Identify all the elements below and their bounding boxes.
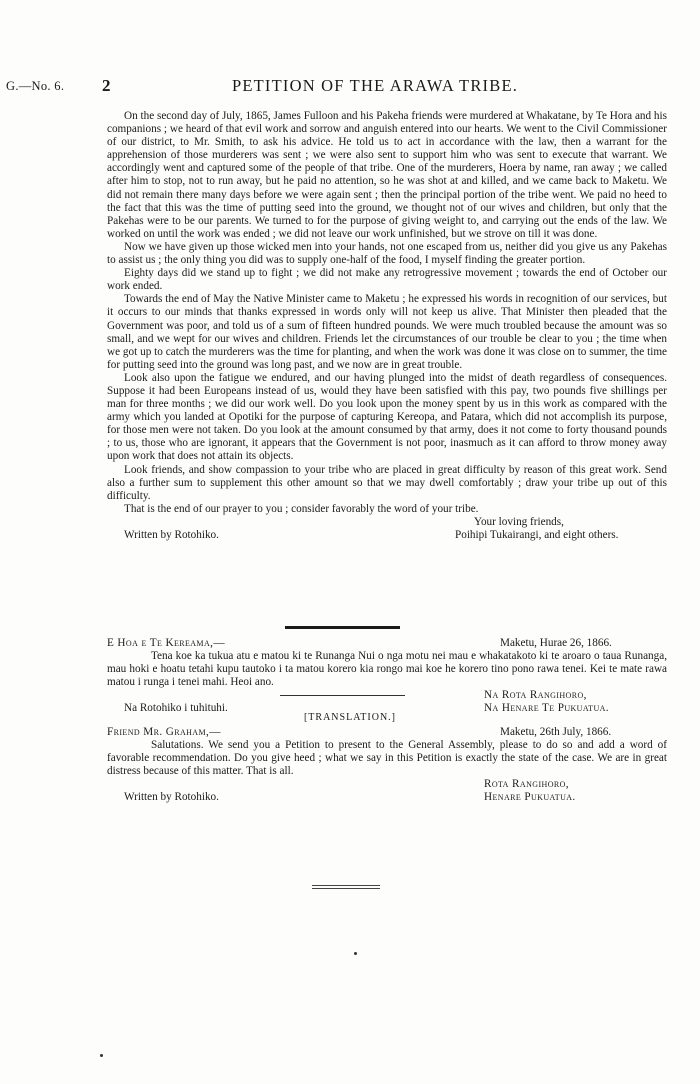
petition-written-by: Written by Rotohiko. bbox=[124, 529, 219, 541]
maori-letter bbox=[107, 637, 667, 716]
translation-letter bbox=[107, 726, 667, 805]
page-header bbox=[0, 76, 700, 98]
petition-paragraph-6: Look friends, and show compassion to your tribe who are placed in great difficulty by reason of this great work. Send also a further sum to supplement this other amount so that we may dwell comfortably ; draw your tribe up out of this difficulty. bbox=[107, 463, 667, 502]
translation-signer2-row bbox=[107, 791, 667, 804]
maori-signer-1: Na Rota Rangihoro, bbox=[484, 689, 587, 702]
translation-label: [TRANSLATION.] bbox=[303, 712, 397, 723]
maori-body: Tena koe ka tukua atu e matou ki te Runanga Nui o nga motu nei mau e whakatakoto ki te aroaro o taua Runanga, mau hoki e hoatu tetahi kupu tautoko i ta matou korero kia rongo mai koe he korero tino pono rawa tenei. Kei te mate rawa matou i runga i tenei mahi. Heoi ano. bbox=[107, 650, 667, 689]
translation-signer-1: Rota Rangihoro, bbox=[484, 778, 569, 791]
maori-salutation: E Hoa e Te Kereama,— bbox=[107, 637, 225, 649]
translation-place-date: Maketu, 26th July, 1866. bbox=[500, 726, 612, 738]
translation-heading-row bbox=[107, 726, 667, 739]
maori-place-date: Maketu, Hurae 26, 1866. bbox=[500, 637, 612, 649]
translation-body: Salutations. We send you a Petition to present to the General Assembly, please to do so and add a word of favorable recommendation. Do you give heed ; what we say in this Petition is exactly the state of the case. We are in great distress because of this matter. That is all. bbox=[107, 739, 667, 778]
page-number: 2 bbox=[102, 76, 111, 95]
petition-closing-row bbox=[107, 516, 667, 529]
petition-signature-row bbox=[107, 529, 667, 542]
end-rule-bottom bbox=[312, 888, 380, 889]
document-reference: G.—No. 6. bbox=[6, 79, 65, 93]
petition-paragraph-3: Eighty days did we stand up to fight ; we did not make any retrogressive movement ; towards the end of October our work ended. bbox=[107, 267, 667, 293]
section-divider-thin bbox=[280, 695, 405, 696]
petition-paragraph-1: On the second day of July, 1865, James Fulloon and his Pakeha friends were murdered at Whakatane, by Te Hora and his companions ; we heard of that evil work and sorrow and anguish entered into our hearts. We went to the Civil Commissioner of our district, to Mr. Smith, to ask his advice. He told us to act in accordance with the law, then a warrant for the apprehension of those murderers was sent ; we were also sent to support him who was sent to execute that warrant. We accordingly went and captured some of the people of that tribe. One of the murderers, Hoera by name, ran away ; we called after him to stop, not to run away, but he paid no attention, so he was shot at and killed, and we came back to Maketu. We did not remain there many days before we were again sent ; then the principal portion of the tribe went. We paid no heed to the fact that this was the time of putting seed into the ground, we thought not of our wives and children, but only that the Pakehas were to be our parents. We turned to for the purpose of giving weight to, and carrying out the ends of the law. We worked on until the work was ended ; we did not leave our work unfinished, but we strove on till it was done. bbox=[107, 110, 667, 240]
petition-paragraph-7: That is the end of our prayer to you ; consider favorably the word of your tribe. bbox=[124, 502, 479, 515]
maori-signer-2: Na Henare Te Pukuatua. bbox=[484, 702, 609, 715]
translation-signer-2: Henare Pukuatua. bbox=[484, 791, 576, 804]
petition-paragraph-4: Towards the end of May the Native Minister came to Maketu ; he expressed his words in recognition of our services, but it occurs to our minds that thanks expressed in words only will not keep us alive. That Minister then pleaded that the Government was poor, and told us of a sum of fifteen hundred pounds. We were much troubled because the amount was so small, and we wept for our wives and children. Friends let the circumstances of our trouble be clear to you ; the time when we got up to catch the murderers was the time for planting, and when the work was done it was close on to summer, the time for putting seed into the ground was long past, and we now are in great trouble. bbox=[107, 293, 667, 371]
maori-heading-row bbox=[107, 637, 667, 650]
petition-paragraph-2: Now we have given up those wicked men into your hands, not one escaped from us, neither did you give us any Pakehas to assist us ; the only thing you did was to supply one-half of the food, I myself finding the greater portion. bbox=[107, 240, 667, 267]
petition-signatories: Poihipi Tukairangi, and eight others. bbox=[455, 529, 619, 541]
scan-speck bbox=[100, 1054, 103, 1057]
translation-signer1-row bbox=[107, 778, 667, 791]
page-title: PETITION OF THE ARAWA TRIBE. bbox=[232, 76, 519, 95]
translation-salutation: Friend Mr. Graham,— bbox=[107, 726, 221, 738]
section-divider-heavy bbox=[285, 626, 400, 629]
petition-paragraph-5: Look also upon the fatigue we endured, and our having plunged into the midst of death regardless of consequences. Suppose it had been Europeans instead of us, would they have been satisfied with this pay, two pounds five shillings per man for three months ; we did our work well. Do you look upon the money spent by us in this work as compared with the army which you landed at Opotiki for the purpose of capturing Kereopa, and Patara, which did not accomplish its purpose, for those men were not taken. Do you look at the amount consumed by that army, does it not come to forty thousand pounds ; to us, those who are ignorant, it appears that the Government is not poor, inasmuch as it can afford to throw money away upon work that does not attain its objects. bbox=[107, 371, 667, 463]
petition-closing: Your loving friends, bbox=[474, 515, 564, 528]
end-rule-top bbox=[312, 885, 380, 886]
translation-written-by: Written by Rotohiko. bbox=[124, 791, 219, 804]
petition-body bbox=[107, 110, 667, 542]
maori-written-by: Na Rotohiko i tuhituhi. bbox=[124, 702, 228, 715]
scan-speck bbox=[354, 952, 357, 955]
